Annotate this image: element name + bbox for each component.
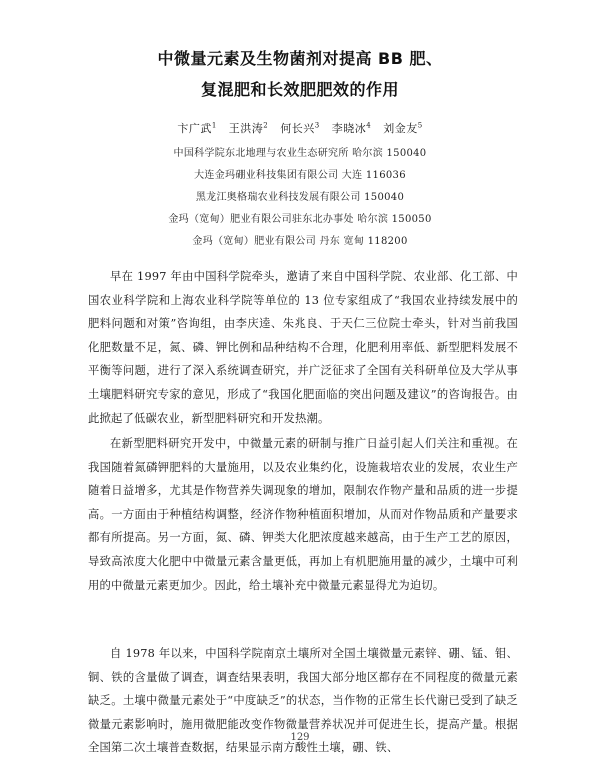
author-affiliation-mark: 4 bbox=[366, 121, 372, 130]
paper-title-line-1: 中微量元素及生物菌剂对提高 BB 肥、 bbox=[157, 49, 443, 68]
body-paragraph: 早在 1997 年由中国科学院牵头，邀请了来自中国科学院、农业部、化工部、中国农业科学院和上海农业科学院等单位的 13 位专家组成了“我国农业持续发展中的肥料问题和对策”咨询组，由李庆逵、朱兆良、于天仁三位院士牵头，针对当前我国化肥数量不足，氮、磷、钾比例和品种结构不合理，化肥利用率低、新型肥料发展不平衡等问题，进行了深入系统调查研究，并广泛征求了全国有关科研单位及大学从事土壤肥料研究专家的意见，形成了“我国化肥面临的突出问题及建议”的咨询报告。由此掀起了低碳农业，新型肥料研究和开发热潮。 bbox=[88, 270, 518, 425]
paper-title-line-2: 复混肥和长效肥肥效的作用 bbox=[200, 80, 399, 99]
affiliation-line: 金玛（宽甸）肥业有限公司驻东北办事处 哈尔滨 150050 bbox=[168, 214, 432, 225]
author-affiliation-mark: 2 bbox=[263, 121, 269, 130]
author bbox=[383, 122, 422, 135]
affiliation-line: 大连金玛硼业科技集团有限公司 大连 116036 bbox=[194, 170, 406, 181]
body-paragraph: 自 1978 年以来，中国科学院南京土壤所对全国土壤微量元素锌、硼、锰、钼、铜、铁的含量做了调查，调查结果表明，我国大部分地区都存在不同程度的微量元素缺乏。土壤中微量元素处于“中度缺乏”的状态，当作物的正常生长代谢已受到了缺乏微量元素影响时，施用微肥能改变作物微量营养状况并可促进生长，提高产量。根据全国第二次土壤普查数据，结果显示南方酸性土壤，硼、铁、 bbox=[88, 647, 518, 755]
author-name: 刘金友 bbox=[383, 122, 418, 135]
affiliation-line: 金玛（宽甸）肥业有限公司 丹东 宽甸 118200 bbox=[192, 236, 408, 247]
author-name: 李晓冰 bbox=[331, 122, 367, 135]
author bbox=[332, 122, 371, 135]
author-name: 卞广武 bbox=[177, 122, 212, 135]
page-number: 129 bbox=[290, 732, 310, 743]
author-name: 王洪涛 bbox=[228, 122, 264, 135]
author-affiliation-mark: 1 bbox=[211, 121, 217, 130]
author bbox=[229, 122, 268, 135]
author-affiliation-mark: 3 bbox=[314, 121, 320, 130]
author bbox=[177, 122, 216, 135]
author-name: 何长兴 bbox=[280, 122, 315, 135]
body-paragraph: 在新型肥料研究开发中，中微量元素的研制与推广日益引起人们关注和重视。在我国随着氮磷钾肥料的大量施用，以及农业集约化，设施栽培农业的发展，农业生产随着日益增多，尤其是作物营养失调现象的增加，限制农作物产量和品质的进一步提高。一方面由于种植结构调整，经济作物种植面积增加，从而对作物品质和产量要求都有所提高。另一方面，氮、磷、钾类大化肥浓度越来越高，由于生产工艺的原因，导致高浓度大化肥中中微量元素含量更低，再加上有机肥施用量的减少，土壤中可利用的中微量元素更加少。因此，给土壤补充中微量元素显得尤为迫切。 bbox=[88, 437, 518, 592]
affiliation-line: 黑龙江奥格瑞农业科技发展有限公司 150040 bbox=[195, 192, 405, 203]
author-list bbox=[0, 120, 600, 136]
author bbox=[280, 122, 319, 135]
author-affiliation-mark: 5 bbox=[417, 121, 423, 130]
affiliation-line: 中国科学院东北地理与农业生态研究所 哈尔滨 150040 bbox=[173, 148, 427, 159]
